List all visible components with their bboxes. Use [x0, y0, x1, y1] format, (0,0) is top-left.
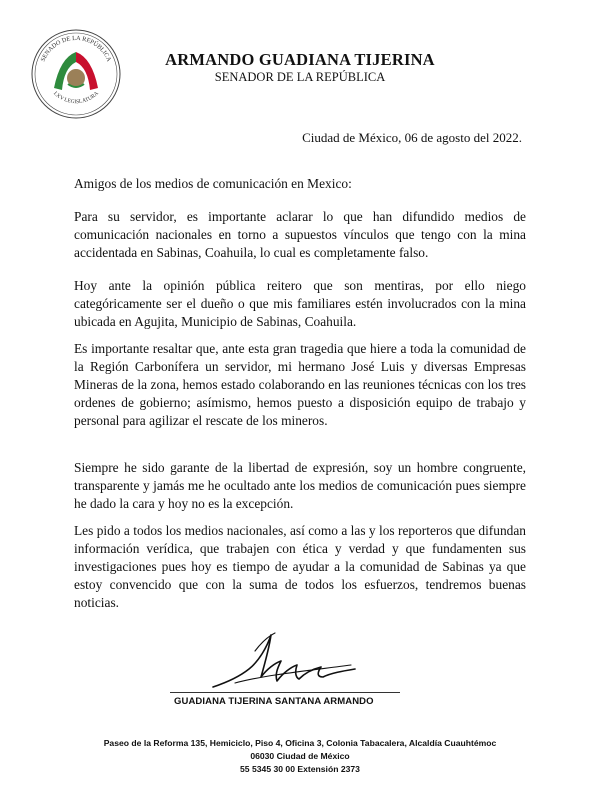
svg-text:LXV LEGISLATURA: LXV LEGISLATURA	[52, 90, 100, 106]
date-line: Ciudad de México, 06 de agosto del 2022.	[302, 130, 522, 145]
signature-line	[170, 692, 400, 693]
paragraph-1: Para su servidor, es importante aclarar lo que han difundido medios de comunicación nacionales en torno a supuestos vínculos que tengo con la mina accidentada en Sabinas, Coahuila, lo cual es completamente falso.	[74, 209, 526, 260]
footer-phone: 55 5345 30 00 Extensión 2373	[240, 764, 360, 774]
senator-title: SENADOR DE LA REPÚBLICA	[214, 70, 386, 84]
greeting: Amigos de los medios de comunicación en Mexico:	[74, 176, 352, 191]
svg-text:SENADO DE LA REPÚBLICA: SENADO DE LA REPÚBLICA	[39, 34, 113, 63]
footer-city: 06030 Ciudad de México	[250, 751, 350, 761]
senator-name: ARMANDO GUADIANA TIJERINA	[165, 50, 435, 69]
handwritten-signature	[205, 625, 365, 695]
signatory-name: GUADIANA TIJERINA SANTANA ARMANDO	[174, 696, 374, 707]
paragraph-3: Es importante resaltar que, ante esta gran tragedia que hiere a toda la comunidad de la Región Carbonífera un servidor, mi hermano José Luis y diversas Empresas Mineras de la zona, hemos estado colaborando en las reuniones técnicas con los tres ordenes de gobierno; asímismo, hemos puesto a disposición equipo de trabajo y personal para agilizar el rescate de los mineros.	[74, 341, 526, 428]
paragraph-4: Siempre he sido garante de la libertad de expresión, soy un hombre congruente, transparente y jamás me he ocultado ante los medios de comunicación pues siempre he dado la cara y hoy no es la excepción.	[74, 460, 526, 511]
paragraph-2: Hoy ante la opinión pública reitero que son mentiras, por ello niego categóricamente ser el dueño o que mis familiares estén involucrados con la mina ubicada en Agujita, Municipio de Sabinas, Coahuila.	[74, 278, 526, 329]
footer-address: Paseo de la Reforma 135, Hemiciclo, Piso 4, Oficina 3, Colonia Tabacalera, Alcaldía Cuauhtémoc	[103, 738, 497, 748]
paragraph-5: Les pido a todos los medios nacionales, así como a las y los reporteros que difundan información verídica, que trabajen con ética y verdad y que fundamenten sus investigaciones pues hoy es tiempo de ayudar a la comunidad de Sabinas ya que estoy convencido que con la suma de todos los esfuerzos, tendremos buenas noticias.	[74, 523, 526, 610]
